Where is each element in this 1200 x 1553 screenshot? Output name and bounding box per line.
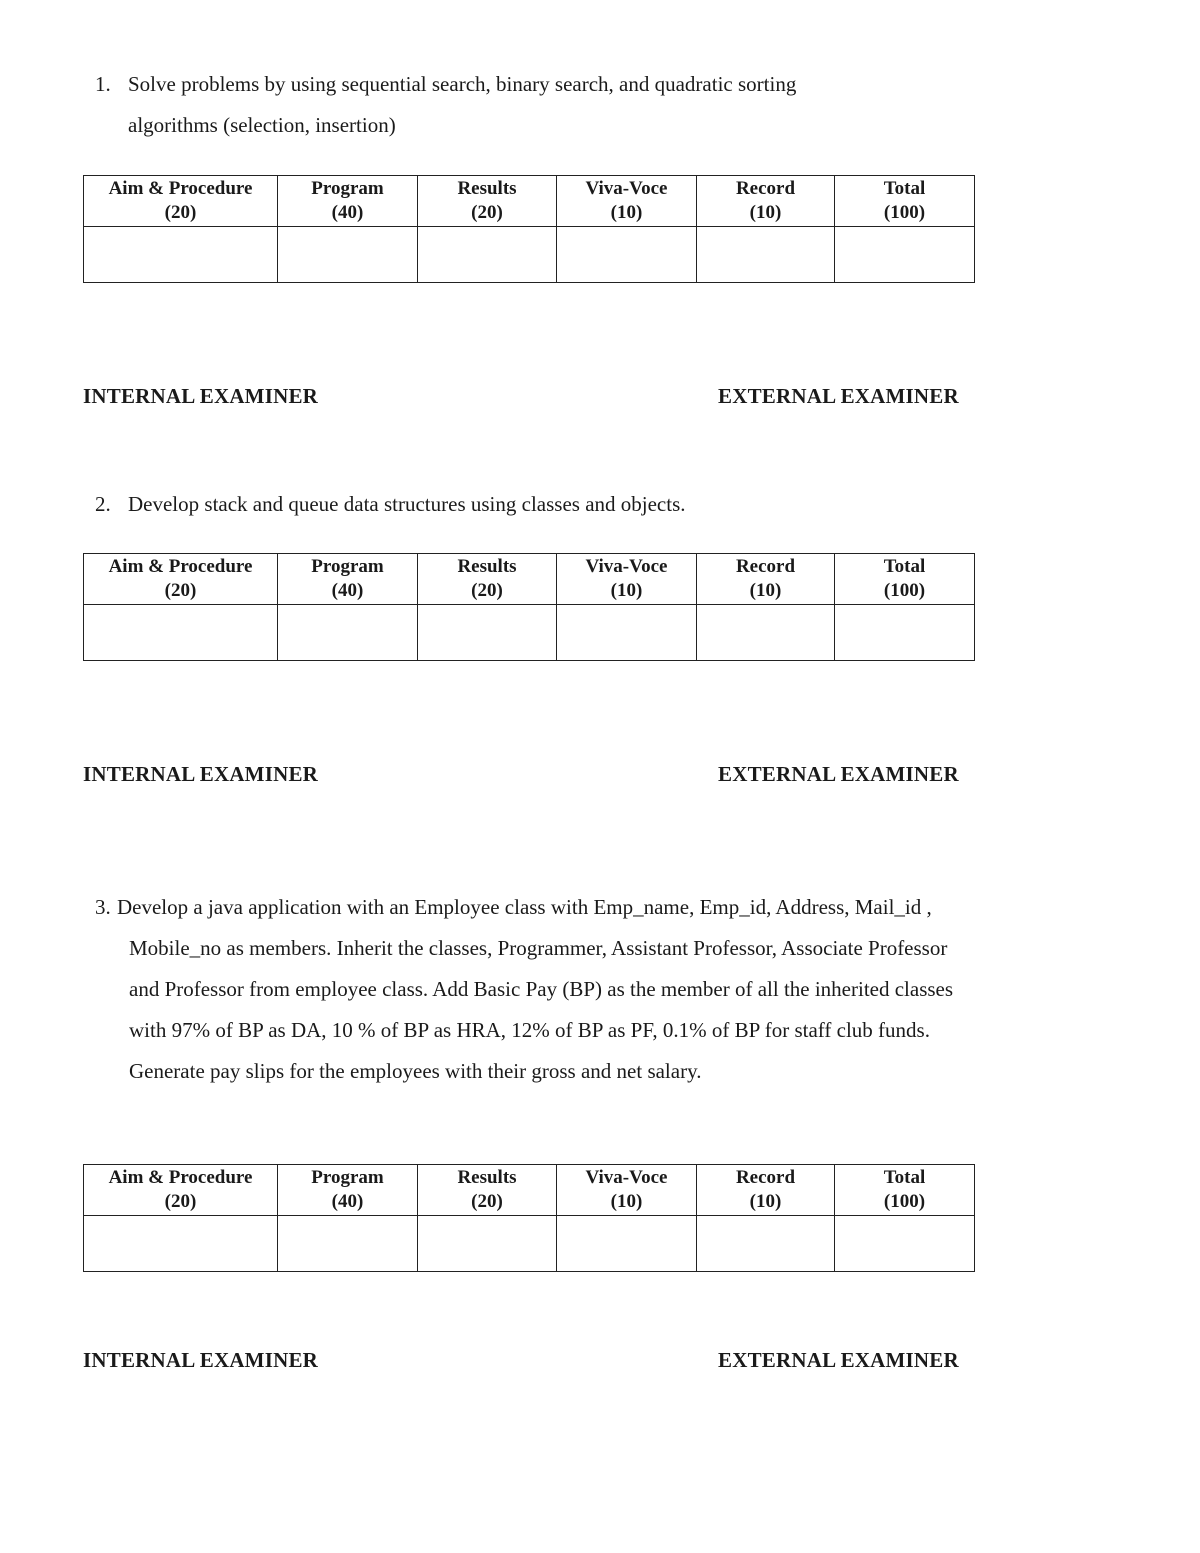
col-header-total: Total (100) xyxy=(835,554,975,605)
internal-examiner-label: INTERNAL EXAMINER xyxy=(83,762,319,786)
col-header-total: Total (100) xyxy=(835,1165,975,1216)
mark-cell-viva xyxy=(557,1216,697,1272)
col-header-viva: Viva-Voce (10) xyxy=(557,1165,697,1216)
col-header-program: Program (40) xyxy=(278,176,418,227)
col-header-aim: Aim & Procedure (20) xyxy=(84,554,278,605)
mark-cell-results xyxy=(418,1216,557,1272)
col-header-program: Program (40) xyxy=(278,554,418,605)
mark-cell-total xyxy=(835,1216,975,1272)
question-line: Develop stack and queue data structures using classes and objects. xyxy=(128,492,686,516)
mark-cell-aim xyxy=(84,227,278,283)
marks-table xyxy=(83,1164,975,1272)
mark-cell-program xyxy=(278,227,418,283)
mark-cell-results xyxy=(418,227,557,283)
col-header-viva: Viva-Voce (10) xyxy=(557,176,697,227)
question-line: and Professor from employee class. Add Basic Pay (BP) as the member of all the inherited classes xyxy=(129,977,954,1001)
col-header-aim: Aim & Procedure (20) xyxy=(84,176,278,227)
mark-cell-total xyxy=(835,605,975,661)
mark-cell-record xyxy=(697,1216,835,1272)
col-header-aim: Aim & Procedure (20) xyxy=(84,1165,278,1216)
col-header-record: Record (10) xyxy=(697,554,835,605)
mark-cell-record xyxy=(697,227,835,283)
mark-cell-aim xyxy=(84,1216,278,1272)
col-header-record: Record (10) xyxy=(697,1165,835,1216)
col-header-record: Record (10) xyxy=(697,176,835,227)
mark-cell-program xyxy=(278,605,418,661)
col-header-program: Program (40) xyxy=(278,1165,418,1216)
question-number: 2. xyxy=(95,492,111,516)
external-examiner-label: EXTERNAL EXAMINER xyxy=(718,1348,959,1372)
question-text xyxy=(129,928,1089,1092)
marks-row xyxy=(84,605,975,661)
mark-cell-total xyxy=(835,227,975,283)
mark-cell-results xyxy=(418,605,557,661)
external-examiner-label: EXTERNAL EXAMINER xyxy=(718,762,959,786)
col-header-results: Results (20) xyxy=(418,554,557,605)
question-line: algorithms (selection, insertion) xyxy=(128,113,396,137)
marks-row xyxy=(84,227,975,283)
question-text xyxy=(128,484,1068,525)
question-line: Mobile_no as members. Inherit the classes, Programmer, Assistant Professor, Associate Professor xyxy=(129,936,948,960)
question-line: Develop a java application with an Employee class with Emp_name, Emp_id, Address, Mail_id , xyxy=(117,895,932,919)
marks-table xyxy=(83,175,975,283)
col-header-total: Total (100) xyxy=(835,176,975,227)
internal-examiner-label: INTERNAL EXAMINER xyxy=(83,384,319,408)
marks-table xyxy=(83,553,975,661)
mark-cell-aim xyxy=(84,605,278,661)
internal-examiner-label: INTERNAL EXAMINER xyxy=(83,1348,319,1372)
mark-cell-program xyxy=(278,1216,418,1272)
question-line: with 97% of BP as DA, 10 % of BP as HRA, 12% of BP as PF, 0.1% of BP for staff club funds. xyxy=(129,1018,930,1042)
question-number: 1. xyxy=(95,72,111,96)
col-header-results: Results (20) xyxy=(418,1165,557,1216)
col-header-results: Results (20) xyxy=(418,176,557,227)
question-line: Generate pay slips for the employees with their gross and net salary. xyxy=(129,1059,702,1083)
question-line: Solve problems by using sequential search, binary search, and quadratic sorting xyxy=(128,72,797,96)
col-header-viva: Viva-Voce (10) xyxy=(557,554,697,605)
mark-cell-viva xyxy=(557,227,697,283)
mark-cell-record xyxy=(697,605,835,661)
question-text xyxy=(128,64,928,146)
marks-row xyxy=(84,1216,975,1272)
mark-cell-viva xyxy=(557,605,697,661)
external-examiner-label: EXTERNAL EXAMINER xyxy=(718,384,959,408)
question-number: 3. xyxy=(95,895,111,919)
